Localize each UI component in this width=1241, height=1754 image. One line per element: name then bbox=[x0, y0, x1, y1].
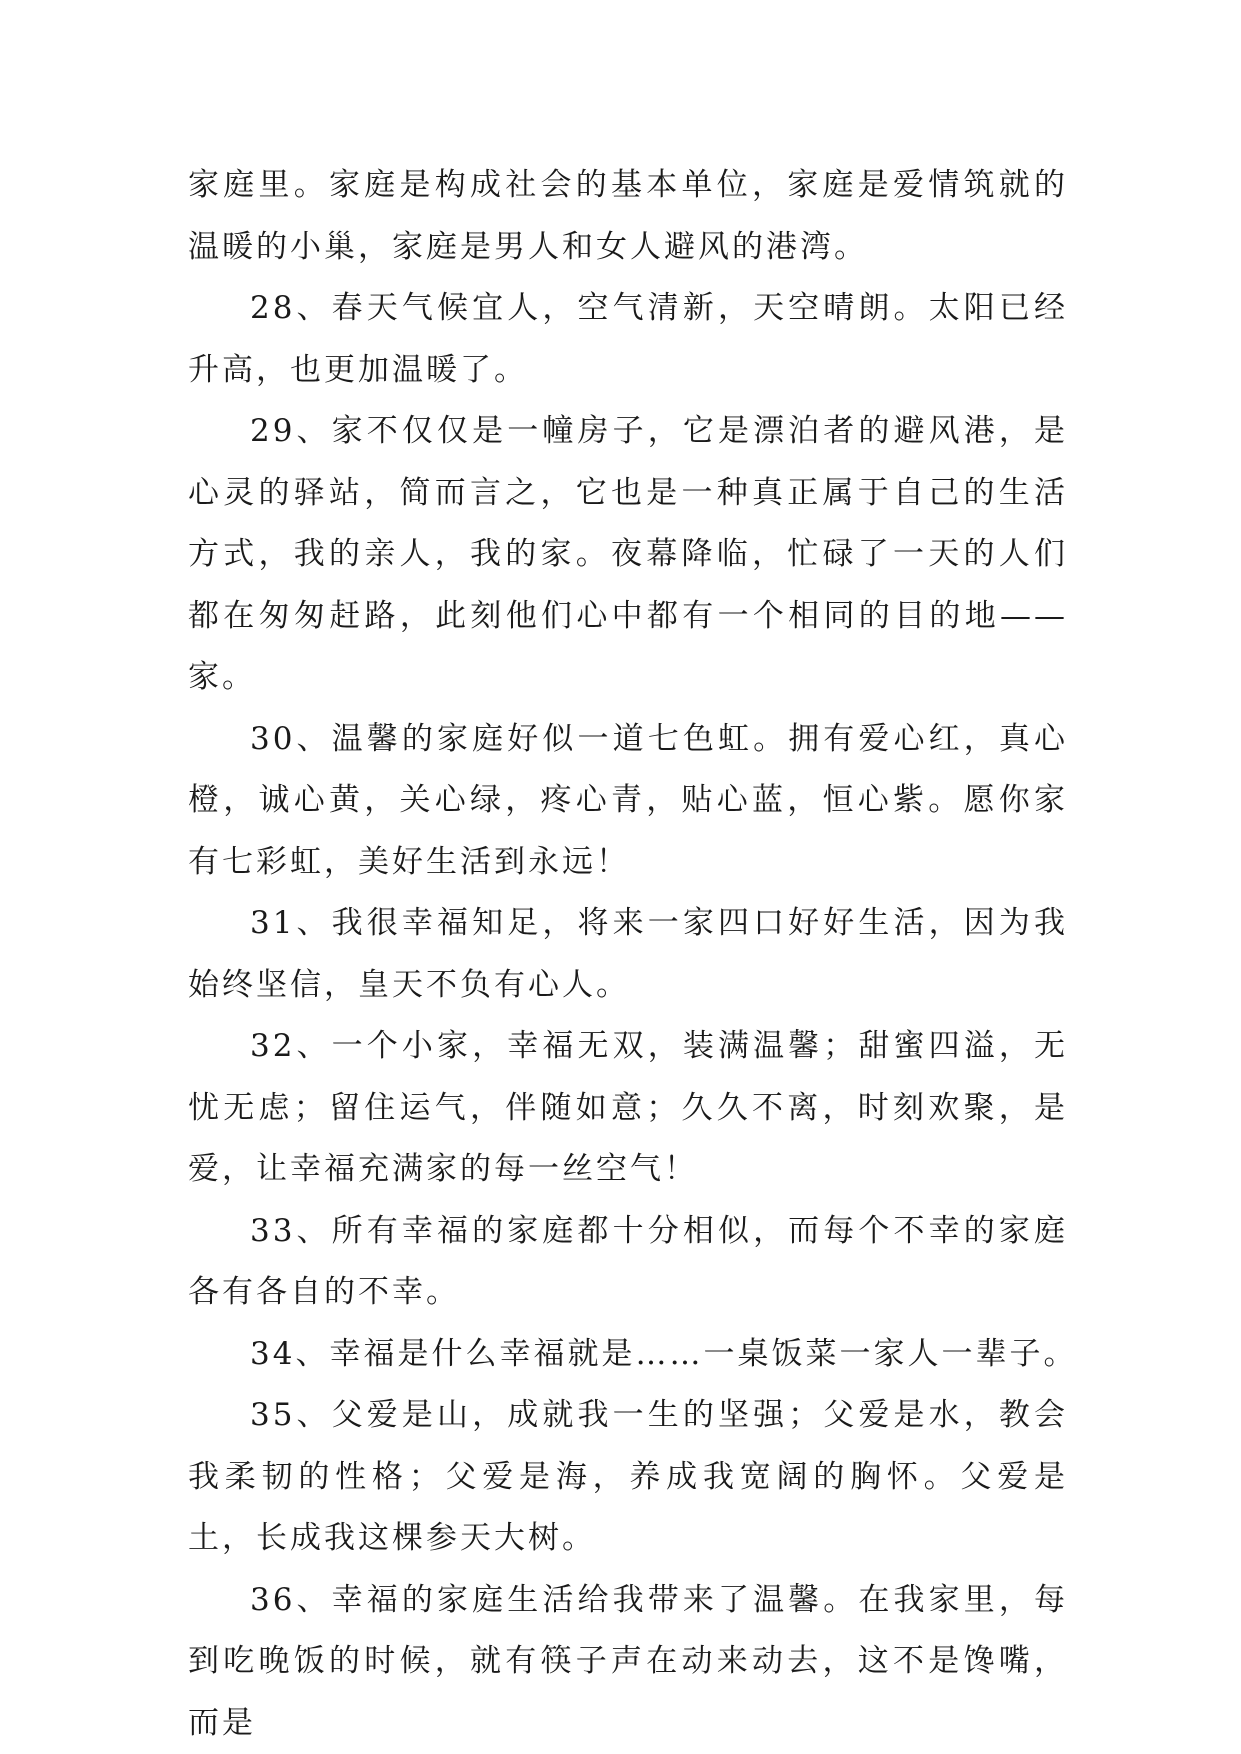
paragraph-30: 30、温馨的家庭好似一道七色虹。拥有爱心红，真心橙，诚心黄，关心绿，疼心青，贴心蓝，恒心紫。愿你家有七彩虹，美好生活到永远！ bbox=[188, 720, 1068, 880]
paragraph-28: 28、春天气候宜人，空气清新，天空晴朗。太阳已经升高，也更加温暖了。 bbox=[188, 290, 1068, 388]
paragraph-34: 34、幸福是什么幸福就是……一桌饭菜一家人一辈子。 bbox=[250, 1335, 1078, 1372]
paragraph-29: 29、家不仅仅是一幢房子，它是漂泊者的避风港，是心灵的驿站，简而言之，它也是一种真正属于自己的生活方式，我的亲人，我的家。夜幕降临，忙碌了一天的人们都在匆匆赶路，此刻他们心中都有一个相同的目的地——家。 bbox=[188, 413, 1068, 695]
paragraph-continued: 家庭里。家庭是构成社会的基本单位，家庭是爱情筑就的温暖的小巢，家庭是男人和女人避风的港湾。 bbox=[188, 167, 1068, 265]
document-body bbox=[188, 155, 1078, 1754]
paragraph-31: 31、我很幸福知足，将来一家四口好好生活，因为我始终坚信，皇天不负有心人。 bbox=[188, 905, 1068, 1003]
paragraph-32: 32、一个小家，幸福无双，装满温馨；甜蜜四溢，无忧无虑；留住运气，伴随如意；久久不离，时刻欢聚，是爱，让幸福充满家的每一丝空气！ bbox=[188, 1028, 1068, 1187]
paragraph-33: 33、所有幸福的家庭都十分相似，而每个不幸的家庭各有各自的不幸。 bbox=[188, 1212, 1068, 1310]
paragraph-35: 35、父爱是山，成就我一生的坚强；父爱是水，教会我柔韧的性格；父爱是海，养成我宽阔的胸怀。父爱是土，长成我这棵参天大树。 bbox=[188, 1397, 1068, 1556]
paragraph-36: 36、幸福的家庭生活给我带来了温馨。在我家里，每到吃晚饭的时候，就有筷子声在动来动去，这不是馋嘴，而是 bbox=[188, 1581, 1068, 1741]
